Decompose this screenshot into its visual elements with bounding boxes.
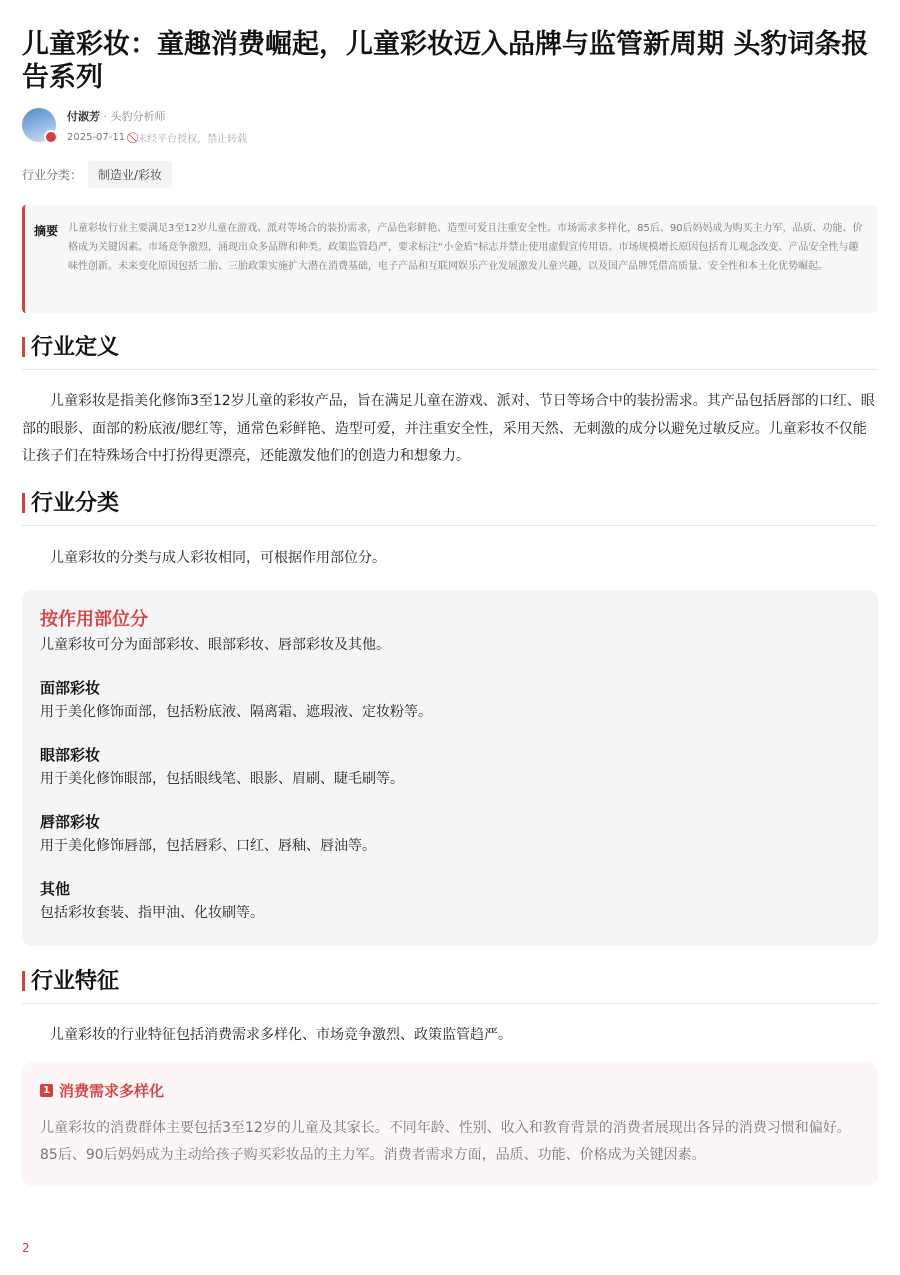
avatar[interactable] [22, 108, 56, 142]
class-item-title: 唇部彩妆 [40, 813, 101, 831]
class-item-title: 其他 [40, 880, 71, 898]
page-title: 儿童彩妆：童趣消费崛起，儿童彩妆迈入品牌与监管新周期 头豹词条报告系列 [22, 29, 869, 93]
summary-text: 儿童彩妆行业主要满足3至12岁儿童在游戏、派对等场合的装扮需求，产品色彩鲜艳、造型可爱且注重安全性。市场需求多样化，85后、90后妈妈成为购买主力军，品质、功能、价格成为关键因素。市场竞争激烈，涌现出众多品牌和种类。政策监管趋严，要求标注“小金盾”标志并禁止使用虚假宣传用语。市场规模增长原因包括育儿观念改变、产品安全性与趣味性创新。未来变化原因包括二胎、三胎政策实施扩大潜在消费基础，电子产品和互联网娱乐产业发展激发儿童兴趣，以及国产品牌凭借高质量、安全性和本土化优势崛起。 [68, 223, 863, 272]
classification-paragraph: 儿童彩妆的分类与成人彩妆相同，可根据作用部位分。 [50, 550, 386, 566]
feature-text: 儿童彩妆的消费群体主要包括3至12岁的儿童及其家长。不同年龄、性别、收入和教育背景的消费者展现出各异的消费习惯和偏好。85后、90后妈妈成为主动给孩子购买彩妆品的主力军。消费者需求方面，品质、功能、价格成为关键因素。 [40, 1120, 851, 1163]
verified-badge-icon [44, 130, 58, 144]
section-heading-definition: 行业定义 [22, 330, 878, 370]
author-role: · 头豹分析师 [100, 110, 166, 123]
classification-intro: 儿童彩妆可分为面部彩妆、眼部彩妆、唇部彩妆及其他。 [40, 637, 390, 653]
summary-label: 摘要 [34, 224, 59, 238]
classification-box [22, 590, 878, 946]
industry-category [22, 161, 172, 188]
classification-heading: 按作用部位分 [40, 609, 148, 630]
number-badge-icon: 1 [40, 1084, 53, 1097]
section-heading-features: 行业特征 [22, 964, 878, 1004]
feature-card [22, 1062, 878, 1186]
author-name[interactable]: 付淑芳 [67, 110, 100, 123]
class-item-text: 用于美化修饰唇部，包括唇彩、口红、唇釉、唇油等。 [40, 838, 376, 854]
meta-line [67, 130, 247, 145]
definition-paragraph: 儿童彩妆是指美化修饰3至12岁儿童的彩妆产品，旨在满足儿童在游戏、派对、节日等场合中的装扮需求。其产品包括唇部的口红、眼部的眼影、面部的粉底液/腮红等，通常色彩鲜艳、造型可爱，并注重安全性，采用天然、无刺激的成分以避免过敏反应。儿童彩妆不仅能让孩子们在特殊场合中打扮得更漂亮，还能激发他们的创造力和想象力。 [22, 393, 875, 464]
page-number: 2 [22, 1241, 30, 1255]
author-line [67, 108, 166, 124]
summary-box [22, 205, 878, 313]
class-item-text: 用于美化修饰眼部，包括眼线笔、眼影、眉刷、睫毛刷等。 [40, 771, 404, 787]
feature-heading [40, 1080, 860, 1101]
class-item-text: 包括彩妆套装、指甲油、化妆刷等。 [40, 905, 264, 921]
category-label: 行业分类： [22, 168, 83, 182]
copyright-text: 未经平台授权，禁止转载 [137, 134, 248, 145]
class-item-title: 面部彩妆 [40, 679, 101, 697]
feature-title: 消费需求多样化 [59, 1082, 165, 1100]
class-item-title: 眼部彩妆 [40, 746, 101, 764]
class-item-text: 用于美化修饰面部，包括粉底液、隔离霜、遮瑕液、定妆粉等。 [40, 704, 432, 720]
features-paragraph: 儿童彩妆的行业特征包括消费需求多样化、市场竞争激烈、政策监管趋严。 [50, 1027, 512, 1043]
copyright-warning [135, 130, 247, 145]
publish-date: 2025-07-11 [67, 132, 126, 143]
category-tag[interactable]: 制造业/彩妆 [88, 161, 172, 188]
section-heading-classification: 行业分类 [22, 486, 878, 526]
